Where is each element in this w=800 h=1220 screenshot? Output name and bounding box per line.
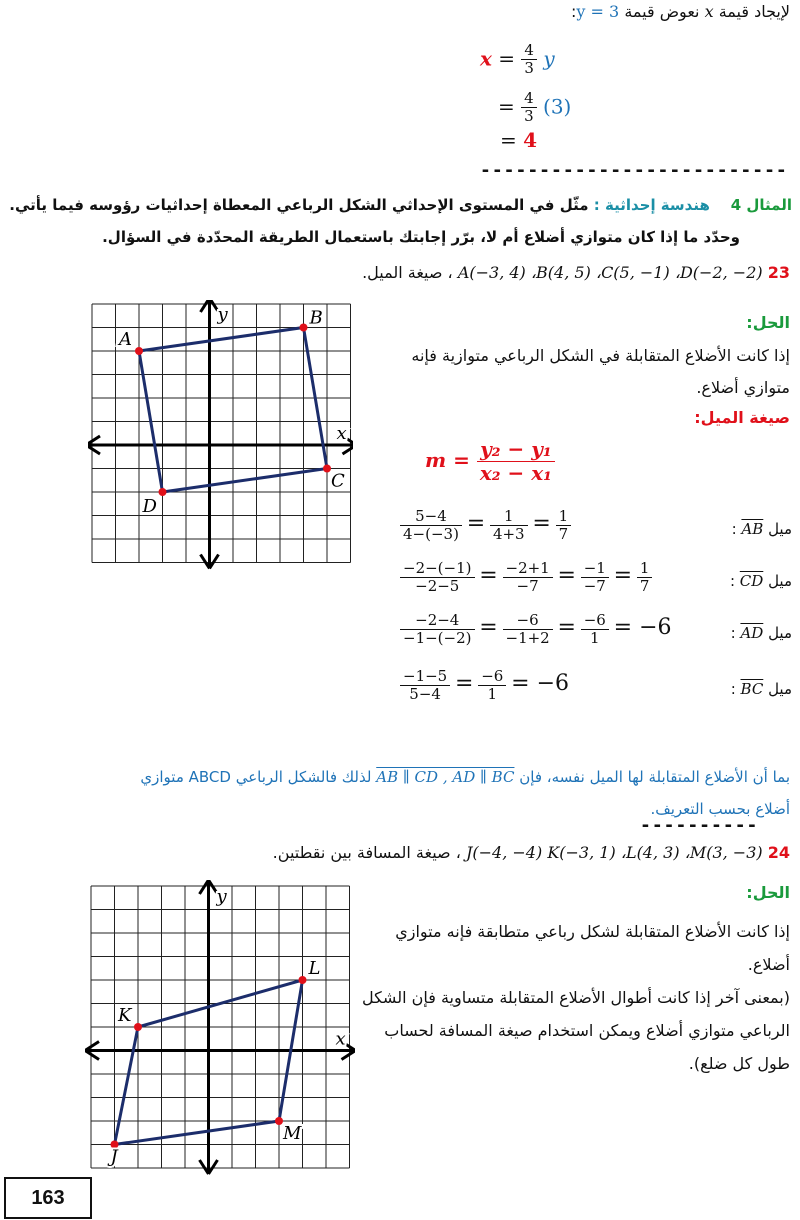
divider-top: -------------------------- [480, 160, 788, 181]
example-line-2: وحدّد ما إذا كان متوازي أضلاع أم لا، برّر إجابتك باستعمال الطريقة المحدّدة في السؤال. [102, 228, 740, 246]
q23-solution-text: إذا كانت الأضلاع المتقابلة في الشكل الرباعي متوازية فإنه متوازي أضلاع. [411, 346, 790, 397]
s1-frac [400, 612, 475, 648]
s3-num: −6 [581, 612, 609, 630]
page-number: 163 [4, 1177, 92, 1219]
s3-den: 7 [558, 525, 569, 544]
q23-slope-label: صيغة الميل: [694, 408, 790, 427]
slope-row-cd [400, 560, 792, 608]
slope-result: = −6 [511, 670, 569, 696]
s1-frac [400, 508, 462, 544]
s2-den: −7 [516, 577, 539, 596]
x-axis-label: x [336, 423, 347, 444]
vertex-label-b: B [309, 307, 323, 329]
s3-num: 1 [556, 508, 572, 526]
slope-label: ميل CD : [729, 572, 792, 590]
q23-number: 23 [767, 263, 790, 282]
eq-line-2: = $\frac{4}{3}$ (3) [498, 89, 572, 126]
eq2-frac [521, 90, 537, 126]
s4-num: 1 [637, 560, 653, 578]
eq1-num: 4 [521, 42, 537, 60]
vertex-label-l: L [308, 958, 321, 979]
slope-row-ad [400, 612, 792, 660]
x-axis-label: x [335, 1028, 346, 1050]
s1-num: −2−(−1) [400, 560, 475, 578]
s1-num: −2−4 [400, 612, 475, 630]
s1-den: −1−(−2) [403, 629, 472, 648]
y-axis-label: y [216, 886, 227, 907]
q23-solution-label: الحل: [746, 313, 790, 332]
s2-num: −2+1 [503, 560, 553, 578]
slope-label: ميل BC : [730, 680, 792, 698]
vertex-b [300, 324, 308, 332]
intro-prefix: لإيجاد قيمة [718, 2, 790, 21]
example-line-1 [9, 196, 792, 214]
vertex-m [275, 1117, 283, 1125]
q23-conclusion [140, 768, 790, 786]
slope-expression: $\frac{5-4}{4-(-3)}$ = $\frac{1}{4+3}$ = $\frac{1}{7}$ [400, 508, 571, 544]
s2-num: −6 [478, 668, 506, 686]
formula-lhs: m = [425, 448, 470, 472]
intro-mid: نعوض قيمة [624, 2, 700, 21]
conclusion-text-2: لذلك فالشكل الرباعي ABCD متوازي [140, 768, 372, 786]
vertex-label-a: A [119, 329, 132, 350]
intro-colon: : [571, 2, 577, 21]
slope-label: ميل AB : [731, 520, 792, 538]
s2-den: 1 [487, 685, 498, 704]
y-axis-label: y [217, 304, 228, 325]
s1-num: 5−4 [400, 508, 462, 526]
slope-label: ميل AD : [730, 624, 792, 642]
q24-graph [85, 880, 355, 1180]
eq3-val: 4 [523, 128, 538, 152]
eq1-var: y [543, 46, 555, 71]
eq1-den: 3 [524, 59, 534, 78]
s1-frac [400, 668, 450, 704]
q24-line-5: طول كل ضلع). [688, 1054, 790, 1073]
q23-method: ، صيغة الميل. [362, 263, 453, 282]
formula-den: x₂ − x₁ [479, 461, 552, 485]
s1-frac [400, 560, 475, 596]
s1-den: −2−5 [415, 577, 460, 596]
intro-var: x [704, 2, 714, 21]
slope-expression: $\frac{-1-5}{5-4}$ = $\frac{-6}{1}$ = −6 [400, 668, 569, 704]
vertex-label-j: J [110, 1146, 118, 1168]
q24-line-4: الرباعي متوازي أضلاع ويمكن استخدام صيغة المسافة لحساب [384, 1021, 790, 1040]
conclusion-relation: AB ∥ CD , AD ∥ BC [376, 768, 515, 786]
q23-points: A(−3, 4) ،B(4, 5) ،C(5, −1) ،D(−2, −2) [457, 263, 763, 282]
q24-method: ، صيغة المسافة بين نقطتين. [272, 843, 461, 862]
s1-den: 4−(−3) [403, 525, 459, 544]
vertex-a [135, 347, 143, 355]
s4-den: 7 [639, 577, 650, 596]
s3-frac [581, 560, 609, 596]
slope-expression: $\frac{-2-(-1)}{-2-5}$ = $\frac{-2+1}{-7}$ = $\frac{-1}{-7}$ = $\frac{1}{7}$ [400, 560, 652, 596]
s4-frac [637, 560, 653, 596]
s2-den: 4+3 [492, 525, 525, 544]
eq2-val: (3) [543, 94, 572, 119]
slope-formula [425, 438, 555, 485]
q24-line-3: (بمعنى آخر إذا كانت أطوال الأضلاع المتقابلة متساوية فإن الشكل [361, 988, 790, 1007]
eq1-frac [521, 42, 537, 78]
eq-line-3: = 4 [500, 128, 538, 152]
q24-text [360, 915, 790, 1080]
s2-num: 1 [490, 508, 528, 526]
vertex-label-d: D [142, 496, 157, 517]
slope-row-ab [400, 508, 792, 556]
vertex-d [159, 488, 167, 496]
intro-eq: y = 3 [576, 2, 620, 21]
s3-frac [581, 612, 609, 648]
conclusion-text-1: بما أن الأضلاع المتقابلة لها الميل نفسه، فإن [519, 768, 790, 786]
s2-den: −1+2 [505, 629, 550, 648]
s3-num: −1 [581, 560, 609, 578]
eq2-num: 4 [521, 90, 537, 108]
q24-header [273, 843, 790, 862]
eq2-den: 3 [524, 107, 534, 126]
slope-row-bc [400, 668, 792, 716]
s1-den: 5−4 [409, 685, 441, 704]
slope-result: = −6 [613, 614, 672, 640]
intro-line [571, 2, 790, 21]
s2-frac [503, 560, 553, 596]
q24-points: J(−4, −4) K(−3, 1) ،L(4, 3) ،M(3, −3) [465, 843, 763, 862]
s3-den: −7 [583, 577, 606, 596]
q23-conclusion-3: أضلاع بحسب التعريف. [650, 800, 790, 818]
s2-frac [490, 508, 528, 544]
vertex-label-c: C [331, 470, 345, 492]
vertex-c [323, 465, 331, 473]
example-label: المثال 4 [730, 196, 792, 214]
q24-line-2: أضلاع. [747, 955, 790, 974]
example-text-1: مثّل في المستوى الإحداثي الشكل الرباعي المعطاة إحداثيات رؤوسه فيما يأتي. [9, 196, 589, 214]
s3-frac [556, 508, 572, 544]
s3-den: 1 [590, 629, 600, 648]
eq1-lhs: x [480, 46, 492, 71]
q24-solution-label: الحل: [746, 883, 790, 902]
formula-num: y₂ − y₁ [477, 438, 555, 462]
vertex-l [299, 976, 307, 984]
q24-line-1: إذا كانت الأضلاع المتقابلة لشكل رباعي متطابقة فإنه متوازي [395, 922, 790, 941]
vertex-label-m: M [283, 1123, 302, 1144]
formula-frac [477, 438, 555, 485]
s2-num: −6 [503, 612, 553, 630]
slope-expression: $\frac{-2-4}{-1-(-2)}$ = $\frac{-6}{-1+2}$ = $\frac{-6}{1}$ = −6 [400, 612, 672, 648]
vertex-k [134, 1023, 142, 1031]
s2-frac [503, 612, 553, 648]
vertex-label-k: K [118, 1005, 132, 1026]
s1-num: −1−5 [400, 668, 450, 686]
q23-graph [88, 300, 353, 575]
s2-frac [478, 668, 506, 704]
example-topic: هندسة إحداثية : [593, 196, 710, 214]
eq-line-1: x = $\frac{4}{3}$ y [480, 41, 555, 78]
q23-header [362, 263, 790, 282]
divider-q23: ---------- [640, 815, 759, 836]
q24-number: 24 [767, 843, 790, 862]
